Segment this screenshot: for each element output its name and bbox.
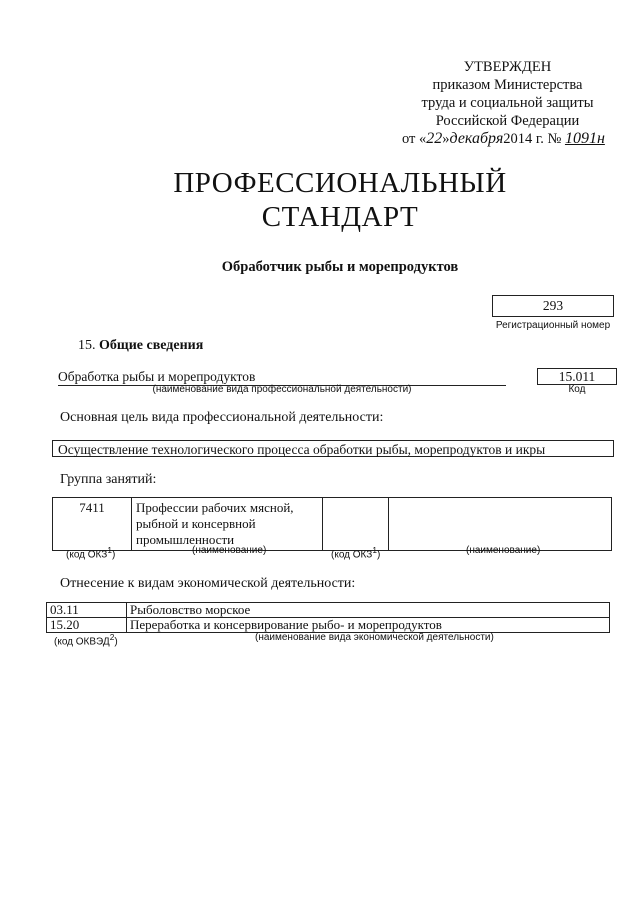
goal-text-box: Осуществление технологического процесса обработки рыбы, морепродуктов и икры: [52, 440, 614, 457]
okz-name-caption-2: (наименование): [466, 545, 541, 556]
group-label: Группа занятий:: [60, 472, 157, 487]
section-heading: [78, 338, 203, 354]
goal-label: Основная цель вида профессиональной деятельности:: [60, 410, 384, 425]
okz-name-caption-1: (наименование): [192, 545, 267, 556]
table-row: [47, 603, 610, 618]
okved-name-caption: (наименование вида экономической деятельности): [255, 632, 494, 643]
okz-name-1-line-2: рыбной и консервной: [136, 516, 256, 531]
registration-number-box: 293: [492, 295, 614, 317]
approval-block: [400, 58, 615, 148]
approval-line-2: труда и социальной защиты: [421, 95, 594, 111]
standard-name: Обработчик рыбы и морепродуктов: [221, 259, 459, 275]
okz-name-1-line-3: промышленности: [136, 532, 235, 547]
date-day: 22: [426, 130, 443, 147]
table-row: [53, 498, 612, 551]
date-quote-close: »: [442, 131, 450, 147]
table-row: [47, 618, 610, 633]
approval-line-1: приказом Министерства: [432, 77, 583, 93]
economic-label: Отнесение к видам экономической деятельности:: [60, 576, 356, 591]
title-line-2: СТАНДАРТ: [261, 201, 419, 233]
date-prefix: от «: [402, 131, 427, 147]
okved-code-caption: (код ОКВЭД$^2$): [54, 632, 118, 648]
okz-code-caption-1: (код ОКЗ$^1$): [66, 545, 116, 561]
activity-caption: (наименование вида профессиональной деятельности): [152, 384, 412, 395]
economic-activity-table: [46, 602, 610, 633]
approval-line-3: Российской Федерации: [435, 113, 580, 129]
approval-heading: УТВЕРЖДЕН: [463, 59, 552, 75]
section-number: 15.: [78, 338, 96, 353]
date-month: декабря: [449, 130, 504, 147]
activity-code-caption: Код: [568, 384, 586, 395]
approval-date-line: [400, 130, 615, 148]
registration-number-label: Регистрационный номер: [495, 320, 611, 331]
okz-code-cell-2: [323, 498, 389, 551]
okved-name-cell: Рыболовство морское: [127, 603, 610, 618]
activity-code-box: 15.011: [537, 368, 617, 385]
okz-name-cell-1: [132, 498, 323, 551]
document-title: [0, 166, 640, 234]
title-line-1: ПРОФЕССИОНАЛЬНЫЙ: [173, 167, 507, 199]
okz-code-caption-2: (код ОКЗ$^1$): [331, 545, 381, 561]
okved-code-cell: 15.20: [47, 618, 127, 633]
okved-code-cell: 03.11: [47, 603, 127, 618]
activity-name: Обработка рыбы и морепродуктов: [58, 368, 506, 386]
occupation-group-table: [52, 497, 612, 551]
okz-code-cell-1: 7411: [53, 498, 132, 551]
okved-name-cell: Переработка и консервирование рыбо- и морепродуктов: [127, 618, 610, 633]
okz-name-1-line-1: Профессии рабочих мясной,: [136, 500, 294, 515]
date-year: 2014 г. №: [503, 131, 562, 147]
order-number: 1091н: [564, 130, 605, 147]
section-title: Общие сведения: [99, 338, 204, 353]
okz-name-cell-2: [389, 498, 612, 551]
